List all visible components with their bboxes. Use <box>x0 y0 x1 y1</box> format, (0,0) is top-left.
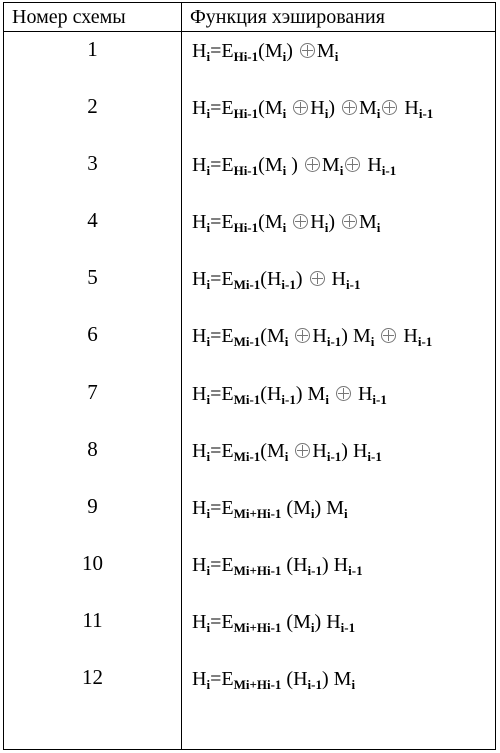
hash-formula: $H_i=E_{Mi+Hi-1}$ $(H_{i-1})$ $M_i$ <box>192 668 356 692</box>
header-divider <box>4 31 495 32</box>
scheme-number: 2 <box>87 94 98 118</box>
scheme-number: 6 <box>87 322 98 346</box>
circled-plus-icon <box>381 328 396 343</box>
hash-formula: $H_i=E_{Mi-1}(H_{i-1})$ $M_i$ $H_{i-1}$ <box>192 383 387 407</box>
scheme-number: 4 <box>87 208 98 232</box>
hash-formula: $H_i=E_{Mi+Hi-1}$ $(H_{i-1})$ $H_{i-1}$ <box>192 554 363 578</box>
circled-plus-icon <box>300 43 315 58</box>
circled-plus-icon <box>293 100 308 115</box>
hash-formula: $H_i=E_{Hi-1}(M_i$ ) $M_i$ $H_{i-1}$ <box>192 154 397 178</box>
hash-formula: $H_i=E_{Mi+Hi-1}$ $(M_i)$ $H_{i-1}$ <box>192 611 356 635</box>
hash-formula: $H_i=E_{Mi-1}(M_i$ $H_{i-1}$) $M_i$ $H_{i-1}$ <box>192 325 433 349</box>
scheme-number: 9 <box>87 494 98 518</box>
header-scheme-number: Номер схемы <box>12 6 126 28</box>
circled-plus-icon <box>295 328 310 343</box>
circled-plus-icon <box>342 100 357 115</box>
circled-plus-icon <box>293 214 308 229</box>
hash-formula: $H_i=E_{Mi-1}(H_{i-1})$ $H_{i-1}$ <box>192 268 361 292</box>
scheme-number: 10 <box>82 551 103 575</box>
hash-formula: $H_i=E_{Mi+Hi-1}$ $(M_i)$ $M_i$ <box>192 497 348 521</box>
scheme-number: 8 <box>87 437 98 461</box>
hash-schemes-table <box>3 2 496 750</box>
hash-formula: $H_i=E_{Mi-1}(M_i$ $H_{i-1}$) $H_{i-1}$ <box>192 440 382 464</box>
column-divider <box>181 3 182 749</box>
scheme-number: 5 <box>87 265 98 289</box>
circled-plus-icon <box>295 443 310 458</box>
hash-formula: $H_i=E_{Hi-1}(M_i)$ $M_i$ <box>192 40 339 64</box>
circled-plus-icon <box>336 386 351 401</box>
scheme-number: 3 <box>87 151 98 175</box>
scheme-number: 11 <box>82 608 103 632</box>
circled-plus-icon <box>382 100 397 115</box>
header-hash-function: Функция хэширования <box>190 6 385 28</box>
circled-plus-icon <box>310 271 325 286</box>
scheme-number: 7 <box>87 380 98 404</box>
circled-plus-icon <box>345 157 360 172</box>
scheme-number: 1 <box>87 37 98 61</box>
circled-plus-icon <box>342 214 357 229</box>
circled-plus-icon <box>305 157 320 172</box>
hash-formula: $H_i=E_{Hi-1}(M_i$ $H_i$) $M_i$ <box>192 211 381 235</box>
hash-formula: $H_i=E_{Hi-1}(M_i$ $H_i$) $M_i$ $H_{i-1}$ <box>192 97 434 121</box>
scheme-number: 12 <box>82 665 103 689</box>
